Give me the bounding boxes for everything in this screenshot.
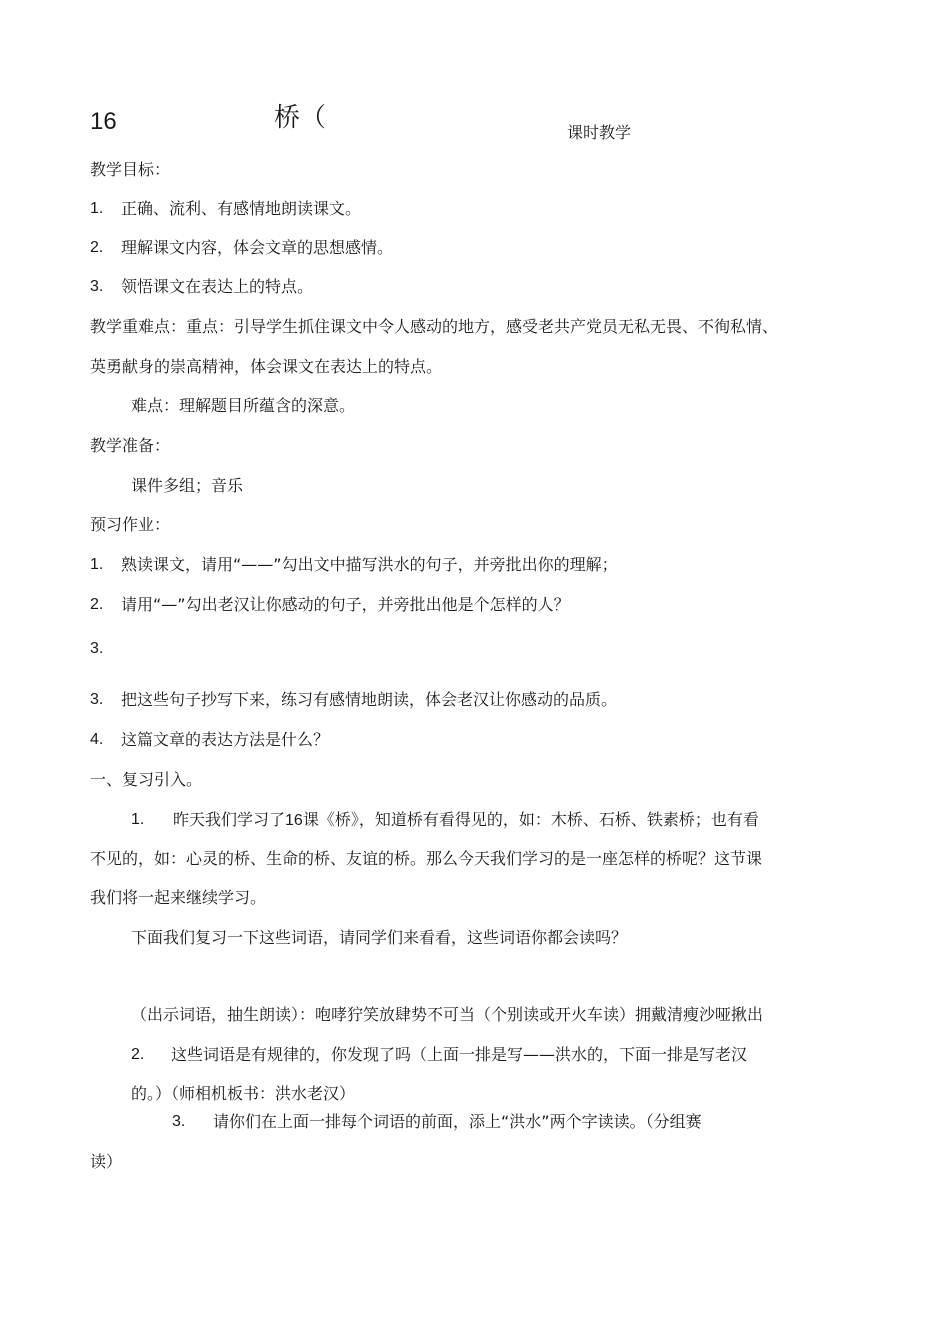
review-paragraph-line: 我们将一起来继续学习。 — [90, 888, 267, 907]
objective-number: 3. — [90, 278, 104, 295]
review-paragraph-line: 不见的，如：心灵的桥、生命的桥、友谊的桥。那么今天我们学习的是一座怎样的桥呢？这节课 — [90, 849, 763, 868]
homework-number: 3. — [90, 691, 104, 708]
homework-number: 1. — [90, 556, 104, 573]
homework-number: 4. — [90, 731, 104, 748]
lesson-subtitle: 课时教学 — [567, 123, 632, 142]
homework-number: 2. — [90, 596, 104, 613]
homework-text: 请用“—”勾出老汉让你感动的句子，并旁批出他是个怎样的人？ — [121, 595, 570, 614]
objective-text: 领悟课文在表达上的特点。 — [121, 277, 314, 296]
homework-text: 熟读课文，请用“——”勾出文中描写洪水的句子，并旁批出你的理解； — [121, 555, 618, 574]
review-heading: 一、复习引入。 — [90, 770, 203, 789]
review-paragraph-line: 请你们在上面一排每个词语的前面，添上“洪水”两个字读读。（分组赛 — [213, 1112, 702, 1131]
review-item-number: 3. — [172, 1113, 186, 1130]
review-paragraph: 下面我们复习一下这些词语，请同学们来看看，这些词语你都会读吗？ — [131, 928, 628, 947]
difficulty-point: 难点：理解题目所蕴含的深意。 — [131, 396, 356, 415]
objective-text: 理解课文内容，体会文章的思想感情。 — [121, 238, 394, 257]
homework-number: 3. — [90, 640, 104, 657]
homework-text: 这篇文章的表达方法是什么？ — [121, 730, 330, 749]
objective-number: 1. — [90, 200, 104, 217]
vocabulary-line: （出示词语，抽生朗读）：咆哮狞笑放肆势不可当（个别读或开火车读）拥戴清瘦沙哑揪出 — [131, 1005, 764, 1024]
preparation-text: 课件多组；音乐 — [131, 476, 244, 495]
review-item-number: 1. — [131, 811, 145, 828]
objective-number: 2. — [90, 239, 104, 256]
key-points-line: 教学重难点：重点：引导学生抓住课文中令人感动的地方，感受老共产党员无私无畏、不徇私情、 — [90, 317, 779, 336]
homework-heading: 预习作业： — [90, 515, 171, 534]
objectives-heading: 教学目标： — [90, 160, 171, 179]
preparation-heading: 教学准备： — [90, 436, 171, 455]
review-paragraph-line: 昨天我们学习了16课《桥》，知道桥有看得见的，如：木桥、石桥、铁素桥；也有看 — [173, 810, 759, 829]
lesson-title: 桥（ — [274, 103, 327, 133]
review-paragraph-line: 读） — [90, 1152, 123, 1171]
review-paragraph-line: 的。）（师相机板书：洪水老汉） — [131, 1084, 356, 1103]
review-item-number: 2. — [131, 1046, 145, 1063]
key-points-line: 英勇献身的崇高精神，体会课文在表达上的特点。 — [90, 357, 443, 376]
homework-text: 把这些句子抄写下来，练习有感情地朗读，体会老汉让你感动的品质。 — [121, 690, 618, 709]
lesson-number: 16 — [90, 108, 117, 135]
objective-text: 正确、流利、有感情地朗读课文。 — [121, 199, 362, 218]
review-paragraph-line: 这些词语是有规律的，你发现了吗（上面一排是写——洪水的，下面一排是写老汉 — [171, 1045, 748, 1064]
